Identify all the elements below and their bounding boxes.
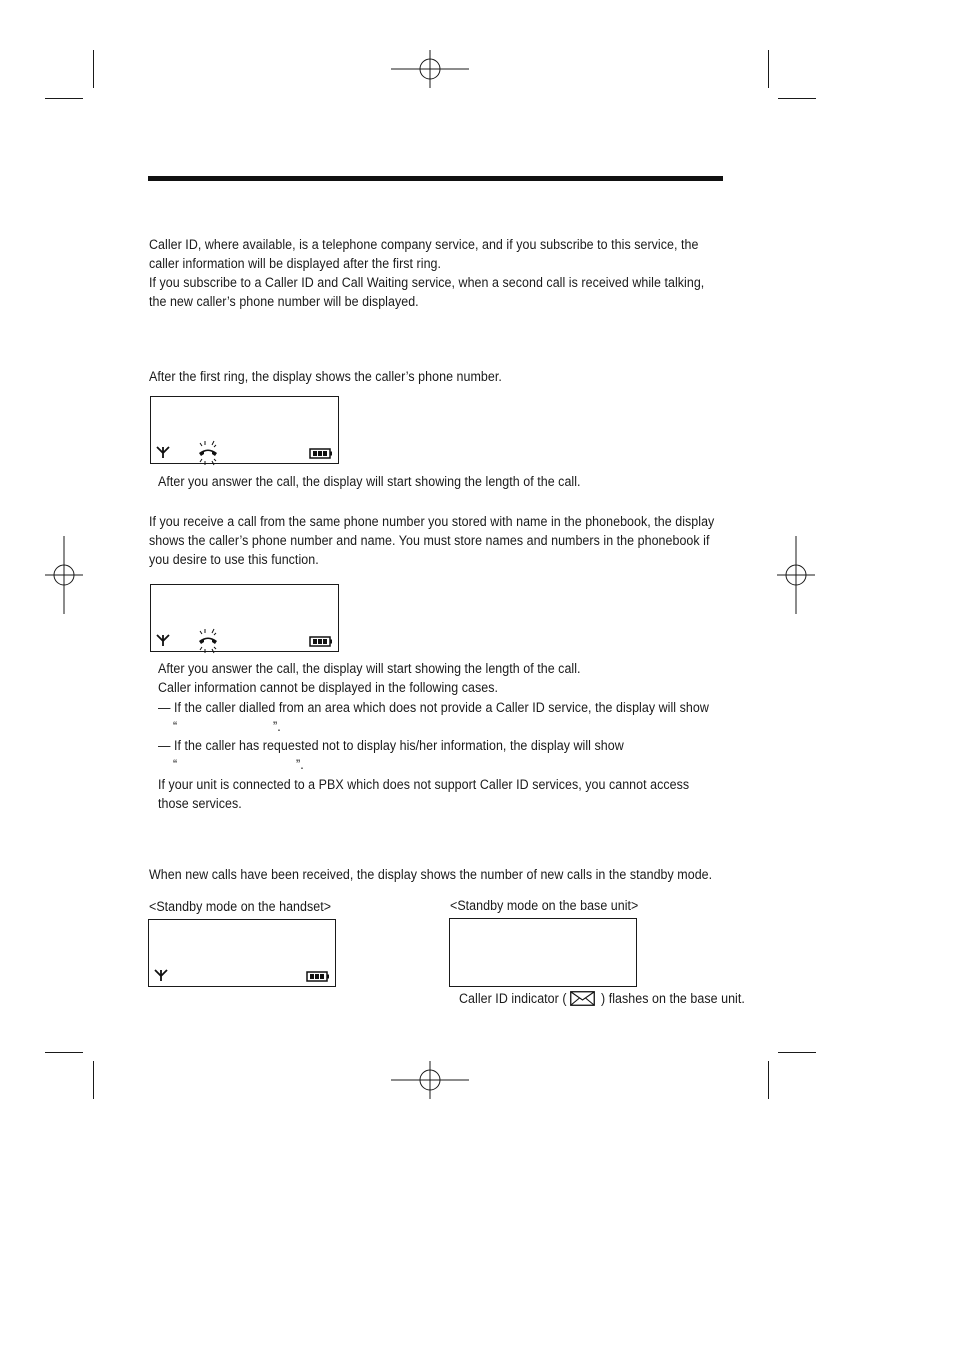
ringing-phone-icon — [194, 628, 222, 654]
battery-icon — [306, 971, 330, 982]
bullet-line: — If the caller has requested not to display his/her information, the display will show — [158, 738, 624, 753]
lcd-display-incoming-name — [150, 584, 339, 652]
crop-mark — [778, 98, 816, 99]
section2-line: you desire to use this function. — [149, 552, 319, 567]
handset-caption: <Standby mode on the handset> — [149, 899, 332, 914]
section2-note: Caller information cannot be displayed in the following cases. — [158, 680, 499, 695]
crop-mark — [778, 1052, 816, 1053]
battery-icon — [309, 636, 333, 647]
registration-crosshair-icon — [25, 536, 103, 614]
quote-open: “ — [173, 719, 178, 734]
envelope-icon — [570, 991, 595, 1006]
quote-close: ”. — [273, 719, 281, 734]
crop-mark — [768, 1061, 769, 1099]
section3-text: When new calls have been received, the display shows the number of new calls in the standby mode. — [149, 867, 713, 882]
section2-note: After you answer the call, the display will start showing the length of the call. — [158, 661, 581, 676]
battery-icon — [309, 448, 333, 459]
intro-line: caller information will be displayed after the first ring. — [149, 256, 442, 271]
intro-line: If you subscribe to a Caller ID and Call Waiting service, when a second call is received while talking, — [149, 275, 705, 290]
lcd-display-incoming-number — [150, 396, 339, 464]
crop-mark — [45, 1052, 83, 1053]
ringing-phone-icon — [194, 440, 222, 466]
registration-crosshair-icon — [391, 30, 469, 108]
heading-rule — [148, 176, 723, 181]
section1-note: After you answer the call, the display will start showing the length of the call. — [158, 474, 581, 489]
registration-crosshair-icon — [391, 1041, 469, 1119]
crop-mark — [93, 1061, 94, 1099]
section1-text: After the first ring, the display shows the caller’s phone number. — [149, 369, 502, 384]
section2-line: If you receive a call from the same phone number you stored with name in the phonebook, the display — [149, 514, 715, 529]
indicator-text-after: ) flashes on the base unit. — [601, 991, 745, 1006]
crop-mark — [768, 50, 769, 88]
quote-close: ”. — [296, 757, 304, 772]
crop-mark — [93, 50, 94, 88]
lcd-display-base-standby — [449, 918, 637, 987]
section2-line: shows the caller’s phone number and name. You must store names and numbers in the phonebook if — [149, 533, 710, 548]
pbx-note: those services. — [158, 796, 242, 811]
intro-line: the new caller’s phone number will be displayed. — [149, 294, 419, 309]
base-caption: <Standby mode on the base unit> — [450, 898, 639, 913]
quote-open: “ — [173, 757, 178, 772]
antenna-icon — [156, 634, 170, 647]
lcd-display-handset-standby — [148, 919, 336, 987]
indicator-text-before: Caller ID indicator ( — [459, 991, 567, 1006]
pbx-note: If your unit is connected to a PBX which does not support Caller ID services, you cannot access — [158, 777, 690, 792]
registration-crosshair-icon — [757, 536, 835, 614]
antenna-icon — [156, 446, 170, 459]
antenna-icon — [154, 969, 168, 982]
crop-mark — [45, 98, 83, 99]
bullet-line: — If the caller dialled from an area which does not provide a Caller ID service, the display will show — [158, 700, 709, 715]
intro-line: Caller ID, where available, is a telephone company service, and if you subscribe to this service, the — [149, 237, 699, 252]
